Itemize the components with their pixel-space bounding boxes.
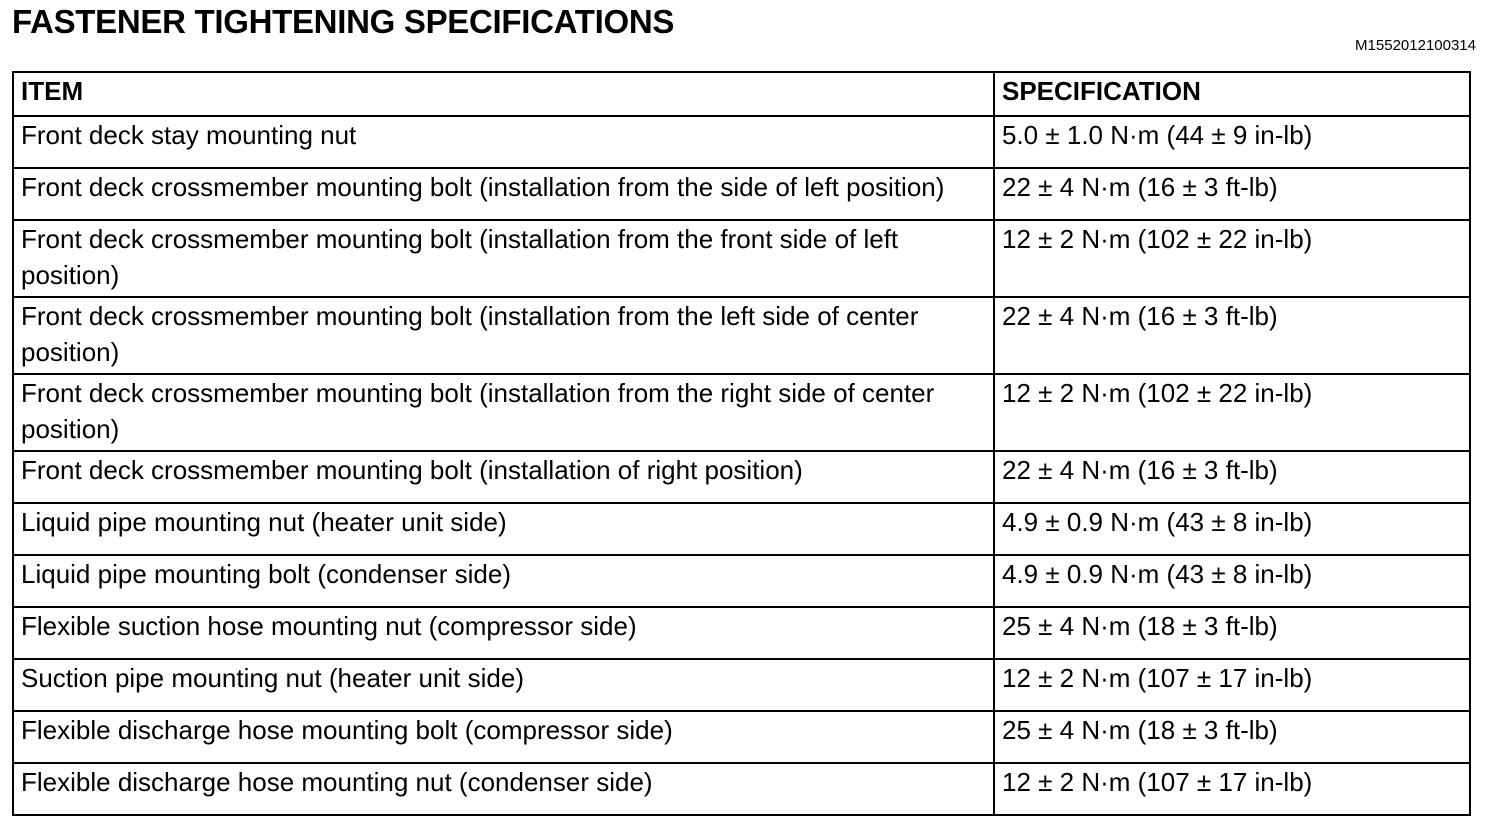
item-cell: Front deck crossmember mounting bolt (installation of right position): [13, 451, 994, 503]
item-cell: Flexible discharge hose mounting bolt (compressor side): [13, 711, 994, 763]
spec-cell: 22 ± 4 N·m (16 ± 3 ft-lb): [994, 168, 1470, 220]
spec-cell: 5.0 ± 1.0 N·m (44 ± 9 in-lb): [994, 116, 1470, 168]
table-header-row: [13, 72, 1470, 116]
table-row: [13, 297, 1470, 374]
document-title: FASTENER TIGHTENING SPECIFICATIONS: [12, 3, 675, 40]
item-cell: Front deck stay mounting nut: [13, 116, 994, 168]
spec-cell: 25 ± 4 N·m (18 ± 3 ft-lb): [994, 711, 1470, 763]
item-cell: Liquid pipe mounting bolt (condenser side): [13, 555, 994, 607]
table-row: [13, 168, 1470, 220]
table-row: [13, 659, 1470, 711]
table-row: [13, 220, 1470, 297]
table-row: [13, 451, 1470, 503]
item-cell: Flexible discharge hose mounting nut (condenser side): [13, 763, 994, 815]
spec-cell: 25 ± 4 N·m (18 ± 3 ft-lb): [994, 607, 1470, 659]
item-cell: Front deck crossmember mounting bolt (installation from the side of left position): [13, 168, 994, 220]
spec-cell: 22 ± 4 N·m (16 ± 3 ft-lb): [994, 297, 1470, 374]
table-row: [13, 503, 1470, 555]
table-row: [13, 607, 1470, 659]
item-cell: Flexible suction hose mounting nut (compressor side): [13, 607, 994, 659]
spec-cell: 12 ± 2 N·m (102 ± 22 in-lb): [994, 220, 1470, 297]
spec-cell: 12 ± 2 N·m (102 ± 22 in-lb): [994, 374, 1470, 451]
spec-cell: 12 ± 2 N·m (107 ± 17 in-lb): [994, 659, 1470, 711]
item-cell: Front deck crossmember mounting bolt (installation from the right side of center position): [13, 374, 994, 451]
table-row: [13, 763, 1470, 815]
column-header-specification: SPECIFICATION: [994, 72, 1470, 116]
spec-cell: 22 ± 4 N·m (16 ± 3 ft-lb): [994, 451, 1470, 503]
table-row: [13, 711, 1470, 763]
item-cell: Suction pipe mounting nut (heater unit side): [13, 659, 994, 711]
item-cell: Front deck crossmember mounting bolt (installation from the left side of center position): [13, 297, 994, 374]
spec-cell: 12 ± 2 N·m (107 ± 17 in-lb): [994, 763, 1470, 815]
item-cell: Liquid pipe mounting nut (heater unit side): [13, 503, 994, 555]
table-row: [13, 555, 1470, 607]
spec-cell: 4.9 ± 0.9 N·m (43 ± 8 in-lb): [994, 555, 1470, 607]
item-cell: Front deck crossmember mounting bolt (installation from the front side of left position): [13, 220, 994, 297]
table-row: [13, 116, 1470, 168]
column-header-item: ITEM: [13, 72, 994, 116]
table-row: [13, 374, 1470, 451]
spec-cell: 4.9 ± 0.9 N·m (43 ± 8 in-lb): [994, 503, 1470, 555]
specification-table: [12, 71, 1471, 816]
document-code: M1552012100314: [1355, 37, 1476, 54]
